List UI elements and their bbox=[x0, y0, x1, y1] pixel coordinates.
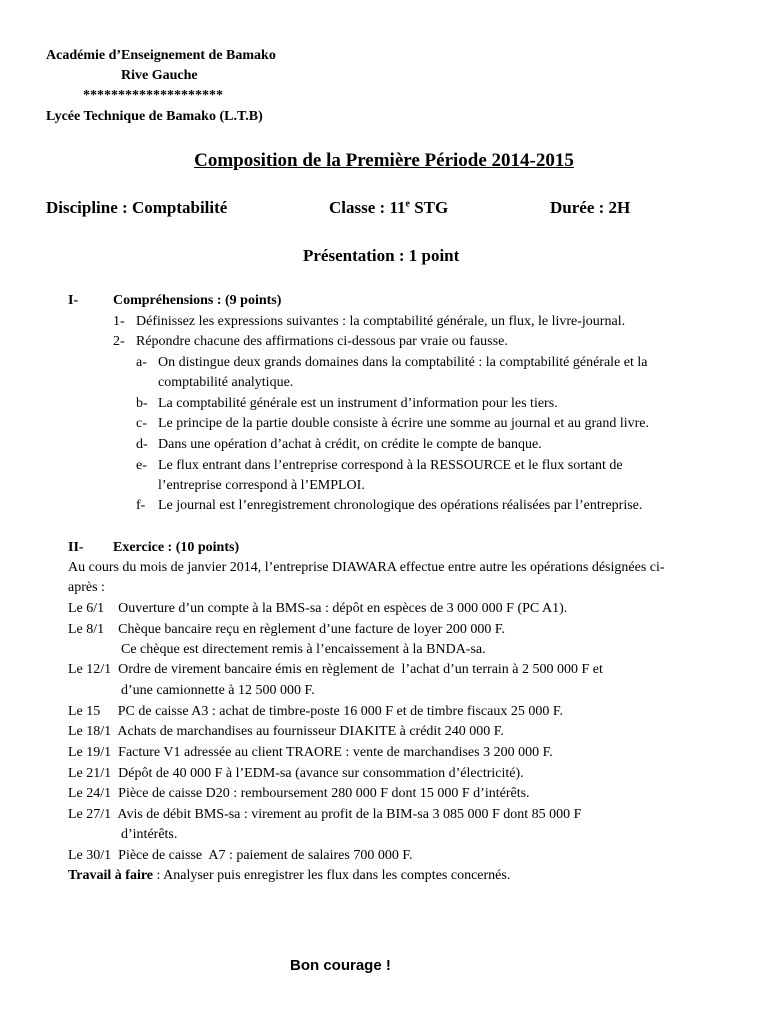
section1-title: Compréhensions : (9 points) bbox=[113, 293, 282, 308]
discipline: Discipline : Comptabilité bbox=[46, 198, 228, 217]
item-e-num: e- bbox=[136, 458, 147, 473]
presentation: Présentation : 1 point bbox=[303, 246, 460, 265]
item-e-l2: l’entreprise correspond à l’EMPLOI. bbox=[158, 478, 365, 493]
item-a-l1: On distingue deux grands domaines dans la comptabilité : la comptabilité générale et la bbox=[158, 355, 648, 370]
section2-title: Exercice : (10 points) bbox=[113, 540, 240, 555]
duree: Durée : 2H bbox=[550, 198, 631, 217]
op-12-1: Le 12/1 Ordre de virement bancaire émis en règlement de l’achat d’un terrain à 2 500 000 F et bbox=[68, 662, 603, 677]
op-27-1: Le 27/1 Avis de débit BMS-sa : virement au profit de la BIM-sa 3 085 000 F dont 85 000 F bbox=[68, 807, 582, 822]
q2-num: 2- bbox=[113, 334, 125, 349]
item-f: Le journal est l’enregistrement chronologique des opérations réalisées par l’entreprise. bbox=[158, 498, 643, 513]
q1-text: Définissez les expressions suivantes : la comptabilité générale, un flux, le livre-journal. bbox=[136, 314, 626, 329]
op-30-1: Le 30/1 Pièce de caisse A7 : paiement de salaires 700 000 F. bbox=[68, 848, 413, 863]
op-19-1: Le 19/1 Facture V1 adressée au client TRAORE : vente de marchandises 3 200 000 F. bbox=[68, 745, 553, 760]
classe: Classe : 11e STG bbox=[329, 198, 449, 217]
item-d-num: d- bbox=[136, 437, 148, 452]
op-21-1: Le 21/1 Dépôt de 40 000 F à l’EDM-sa (avance sur consommation d’électricité). bbox=[68, 766, 524, 781]
section1-num: I- bbox=[68, 293, 79, 308]
section2-num: II- bbox=[68, 540, 84, 555]
academy-name: Académie d’Enseignement de Bamako bbox=[46, 48, 276, 63]
lycee-name: Lycée Technique de Bamako (L.T.B) bbox=[46, 109, 263, 124]
item-a-l2: comptabilité analytique. bbox=[158, 375, 294, 390]
op-8-1: Le 8/1 Chèque bancaire reçu en règlement d’une facture de loyer 200 000 F. bbox=[68, 622, 505, 637]
task-line: Travail à faire : Analyser puis enregistrer les flux dans les comptes concernés. bbox=[68, 868, 511, 883]
op-6-1: Le 6/1 Ouverture d’un compte à la BMS-sa : dépôt en espèces de 3 000 000 F (PC A1). bbox=[68, 601, 568, 616]
page-title: Composition de la Première Période 2014-2015 bbox=[194, 150, 574, 171]
op-24-1: Le 24/1 Pièce de caisse D20 : remboursement 280 000 F dont 15 000 F d’intérêts. bbox=[68, 786, 530, 801]
item-c: Le principe de la partie double consiste à écrire une somme au journal et au grand livre. bbox=[158, 416, 649, 431]
op-12-1-cont: d’une camionnette à 12 500 000 F. bbox=[121, 683, 315, 698]
intro-l1: Au cours du mois de janvier 2014, l’entreprise DIAWARA effectue entre autre les opérations désignées ci- bbox=[68, 560, 665, 575]
item-e-l1: Le flux entrant dans l’entreprise correspond à la RESSOURCE et le flux sortant de bbox=[158, 458, 623, 473]
item-b: La comptabilité générale est un instrument d’information pour les tiers. bbox=[158, 396, 558, 411]
item-a-num: a- bbox=[136, 355, 147, 370]
rive-gauche: Rive Gauche bbox=[121, 68, 198, 83]
footer-message: Bon courage ! bbox=[290, 957, 391, 974]
item-d: Dans une opération d’achat à crédit, on crédite le compte de banque. bbox=[158, 437, 542, 452]
q2-text: Répondre chacune des affirmations ci-dessous par vraie ou fausse. bbox=[136, 334, 508, 349]
op-15: Le 15 PC de caisse A3 : achat de timbre-poste 16 000 F et de timbre fiscaux 25 000 F. bbox=[68, 704, 564, 719]
item-b-num: b- bbox=[136, 396, 148, 411]
op-27-1-cont: d’intérêts. bbox=[121, 827, 178, 842]
op-18-1: Le 18/1 Achats de marchandises au fournisseur DIAKITE à crédit 240 000 F. bbox=[68, 724, 504, 739]
item-f-num: f- bbox=[136, 498, 146, 513]
op-8-1-cont: Ce chèque est directement remis à l’encaissement à la BNDA-sa. bbox=[121, 642, 486, 657]
q1-num: 1- bbox=[113, 314, 125, 329]
intro-l2: après : bbox=[68, 580, 105, 595]
item-c-num: c- bbox=[136, 416, 147, 431]
stars-divider: ******************** bbox=[83, 88, 223, 103]
